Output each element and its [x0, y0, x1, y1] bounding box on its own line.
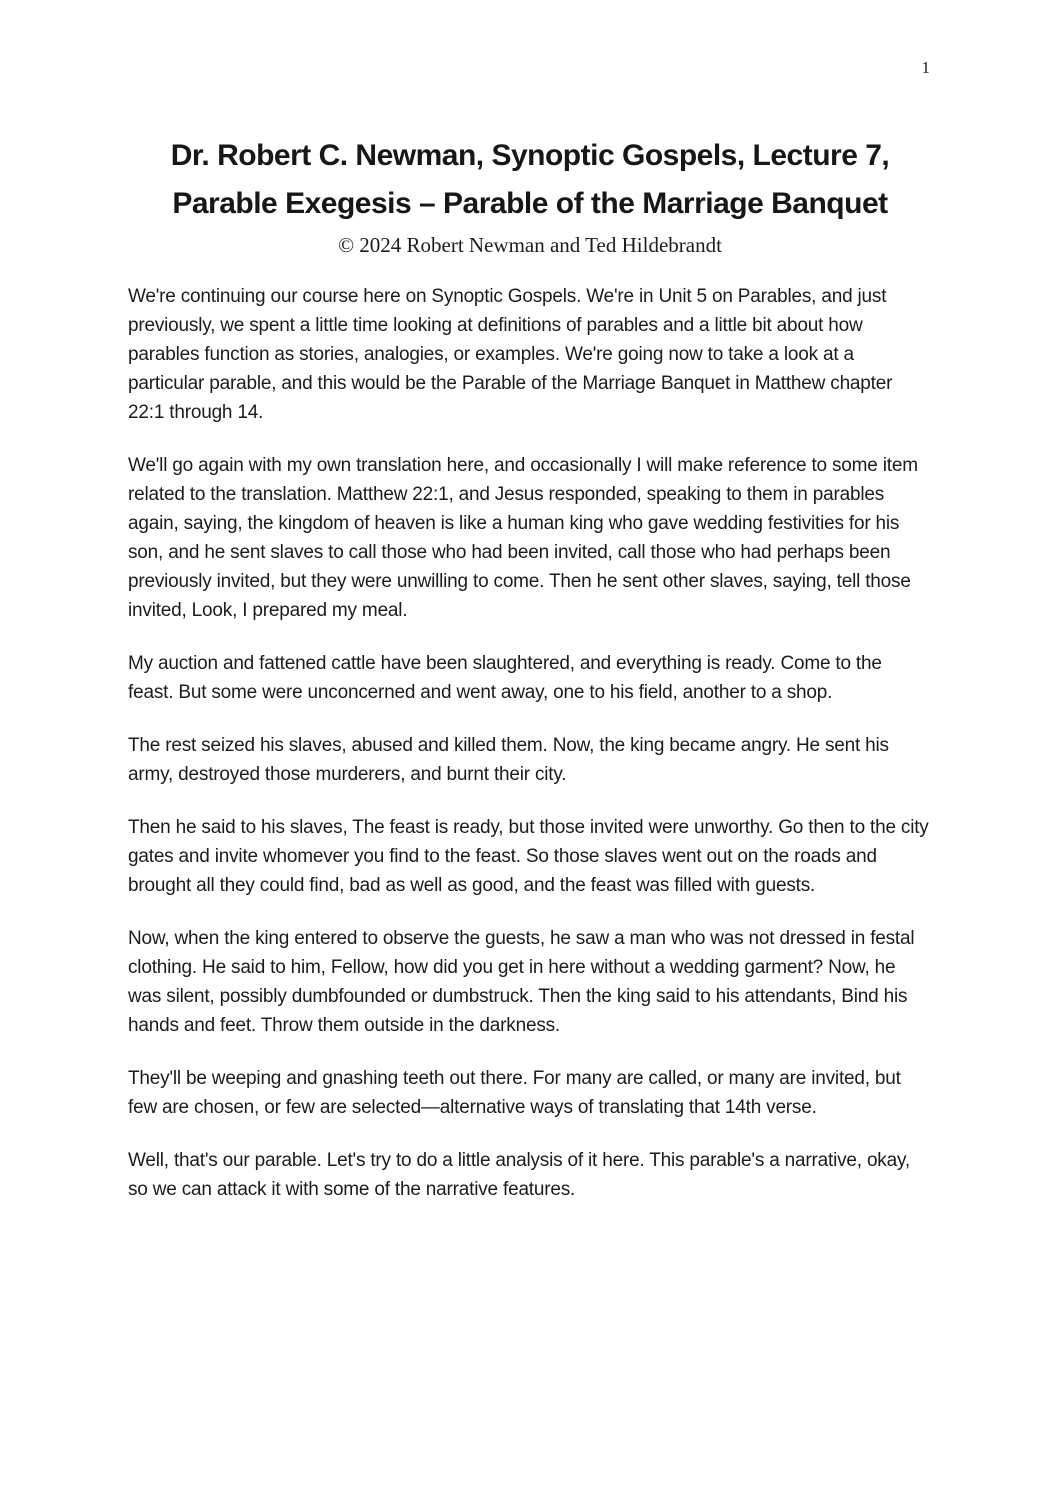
title-line-2: Parable Exegesis – Parable of the Marriage Banquet	[172, 187, 888, 220]
paragraph-translation: We'll go again with my own translation here, and occasionally I will make reference to some item related to the translation. Matthew 22:1, and Jesus responded, speaking to them in parables again, saying, the kingdom of heaven is like a human king who gave wedding festivities for his son, and he sent slaves to call those who had been invited, call those who had perhaps been previously invited, but they were unwilling to come. Then he sent other slaves, saying, tell those invited, Look, I prepared my meal.	[128, 455, 918, 621]
paragraph-city-gates: Then he said to his slaves, The feast is ready, but those invited were unworthy. Go then to the city gates and invite whomever you find to the feast. So those slaves went out on the roads and brought all they could find, bad as well as good, and the feast was filled with guests.	[128, 817, 929, 896]
page-number: 1	[921, 58, 930, 77]
document-title	[128, 132, 932, 228]
document-body	[128, 282, 932, 1204]
paragraph-many-called: They'll be weeping and gnashing teeth out there. For many are called, or many are invited, but few are chosen, or few are selected—alternative ways of translating that 14th verse.	[128, 1068, 901, 1118]
copyright-line: © 2024 Robert Newman and Ted Hildebrandt	[338, 233, 722, 257]
title-line-1: Dr. Robert C. Newman, Synoptic Gospels, Lecture 7,	[170, 139, 890, 172]
paragraph-king-angry: The rest seized his slaves, abused and killed them. Now, the king became angry. He sent his army, destroyed those murderers, and burnt their city.	[128, 735, 889, 785]
paragraph-feast-ready: My auction and fattened cattle have been slaughtered, and everything is ready. Come to the feast. But some were unconcerned and went away, one to his field, another to a shop.	[128, 653, 882, 703]
paragraph-analysis-intro: Well, that's our parable. Let's try to do a little analysis of it here. This parable's a narrative, okay, so we can attack it with some of the narrative features.	[128, 1150, 910, 1200]
paragraph-wedding-garment: Now, when the king entered to observe the guests, he saw a man who was not dressed in festal clothing. He said to him, Fellow, how did you get in here without a wedding garment? Now, he was silent, possibly dumbfounded or dumbstruck. Then the king said to his attendants, Bind his hands and feet. Throw them outside in the darkness.	[128, 928, 915, 1036]
paragraph-intro: We're continuing our course here on Synoptic Gospels. We're in Unit 5 on Parables, and just previously, we spent a little time looking at definitions of parables and a little bit about how parables function as stories, analogies, or examples. We're going now to take a look at a particular parable, and this would be the Parable of the Marriage Banquet in Matthew chapter 22:1 through 14.	[128, 286, 893, 423]
